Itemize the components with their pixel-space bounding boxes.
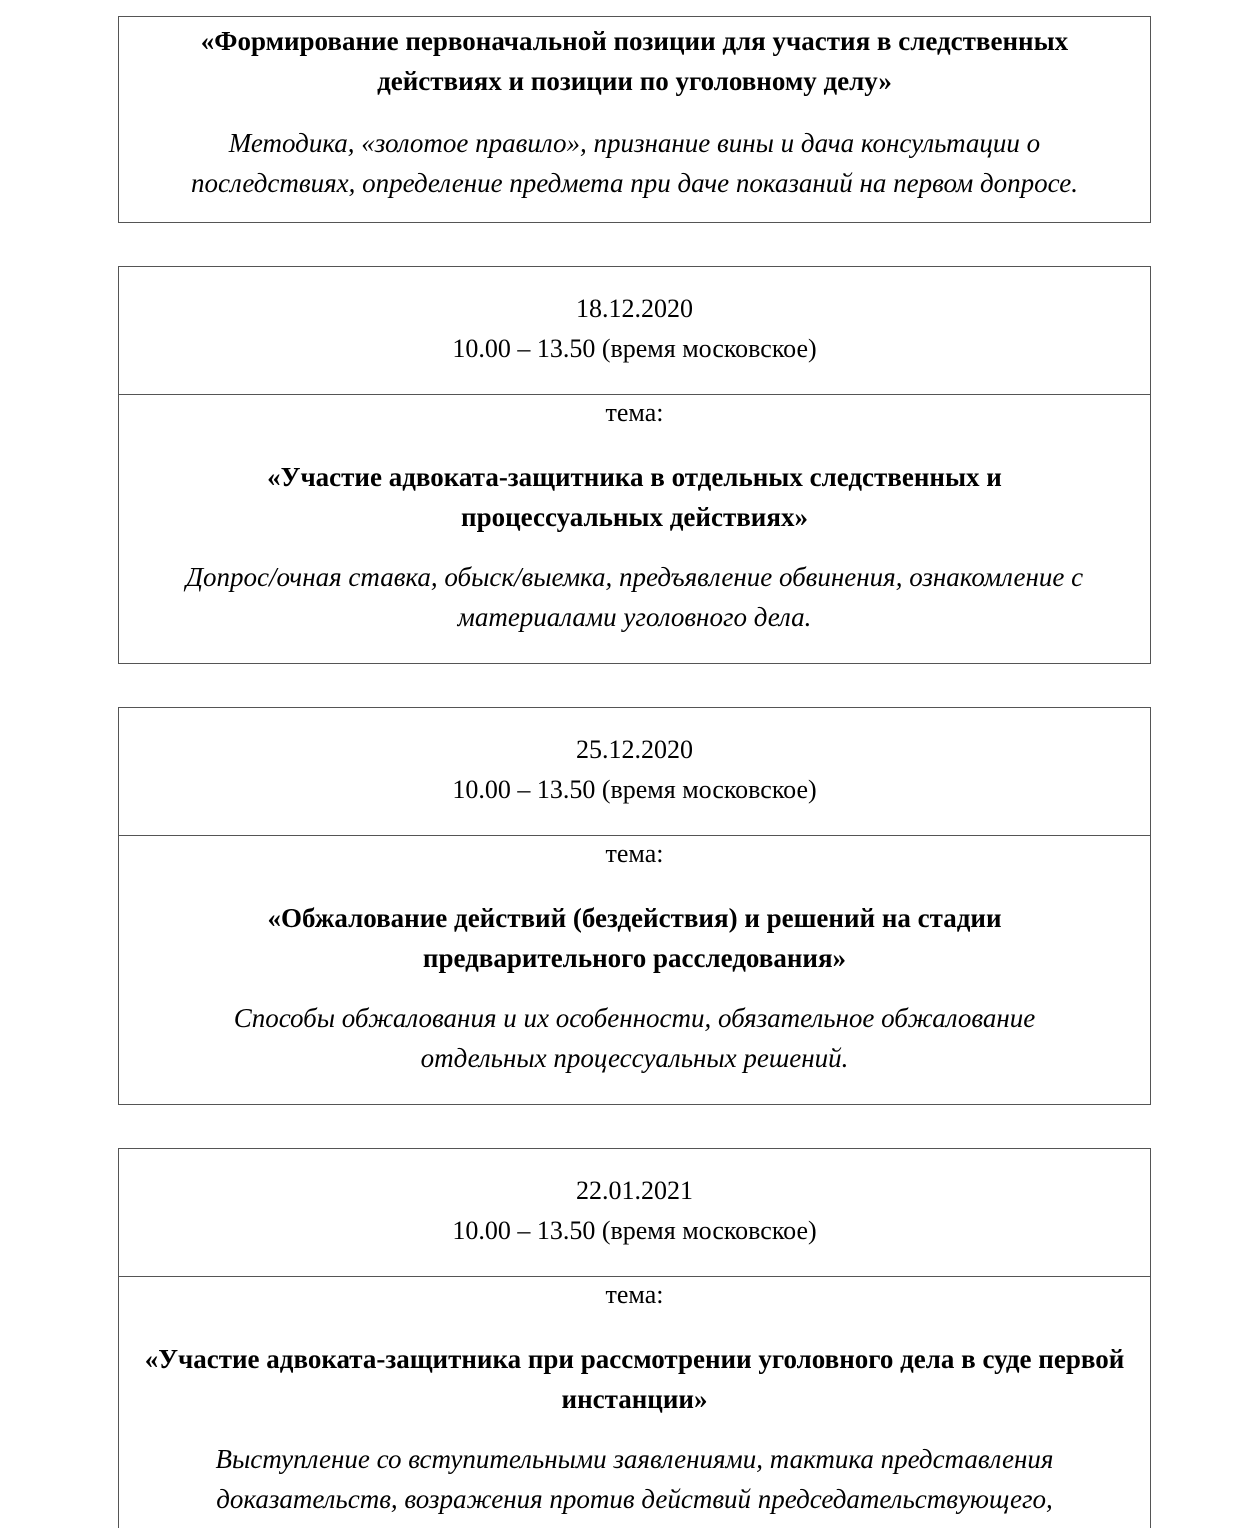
session-time: 10.00 – 13.50 (время московское) (452, 1216, 817, 1245)
schedule-block-4 (118, 1148, 1151, 1528)
theme-label: тема: (605, 1280, 664, 1309)
theme-cell (119, 836, 1150, 1078)
theme-label: тема: (605, 398, 664, 427)
block-description: Допрос/очная ставка, обыск/выемка, предъявление обвинения, ознакомление с материалами уголовного дела. (185, 562, 1084, 632)
block-title: «Участие адвоката-защитника в отдельных следственных и процессуальных действиях» (267, 462, 1002, 532)
date-cell (119, 1149, 1150, 1277)
block-description: Методика, «золотое правило», признание вины и дача консультации о последствиях, определение предмета при даче показаний на первом допросе. (191, 128, 1078, 198)
block-title: «Участие адвоката-защитника при рассмотрении уголовного дела в суде первой инстанции» (144, 1344, 1125, 1414)
schedule-block-3 (118, 707, 1151, 1105)
session-time: 10.00 – 13.50 (время московское) (452, 334, 817, 363)
block-title: «Формирование первоначальной позиции для участия в следственных действиях и позиции по уголовному делу» (200, 26, 1069, 96)
theme-cell (119, 1277, 1150, 1519)
date-cell (119, 267, 1150, 395)
schedule-block-2 (118, 266, 1151, 664)
session-date: 22.01.2021 (576, 1176, 693, 1205)
theme-cell (119, 395, 1150, 637)
theme-label: тема: (605, 839, 664, 868)
block-description: Способы обжалования и их особенности, обязательное обжалование отдельных процессуальных решений. (233, 1003, 1036, 1073)
schedule-block-1 (118, 16, 1151, 223)
block-title: «Обжалование действий (бездействия) и решений на стадии предварительного расследования» (267, 903, 1002, 973)
session-time: 10.00 – 13.50 (время московское) (452, 775, 817, 804)
block-description: Выступление со вступительными заявлениями, тактика представления доказательств, возражения против действий председательствующего, (215, 1444, 1054, 1514)
date-cell (119, 708, 1150, 836)
session-date: 18.12.2020 (576, 294, 693, 323)
session-date: 25.12.2020 (576, 735, 693, 764)
